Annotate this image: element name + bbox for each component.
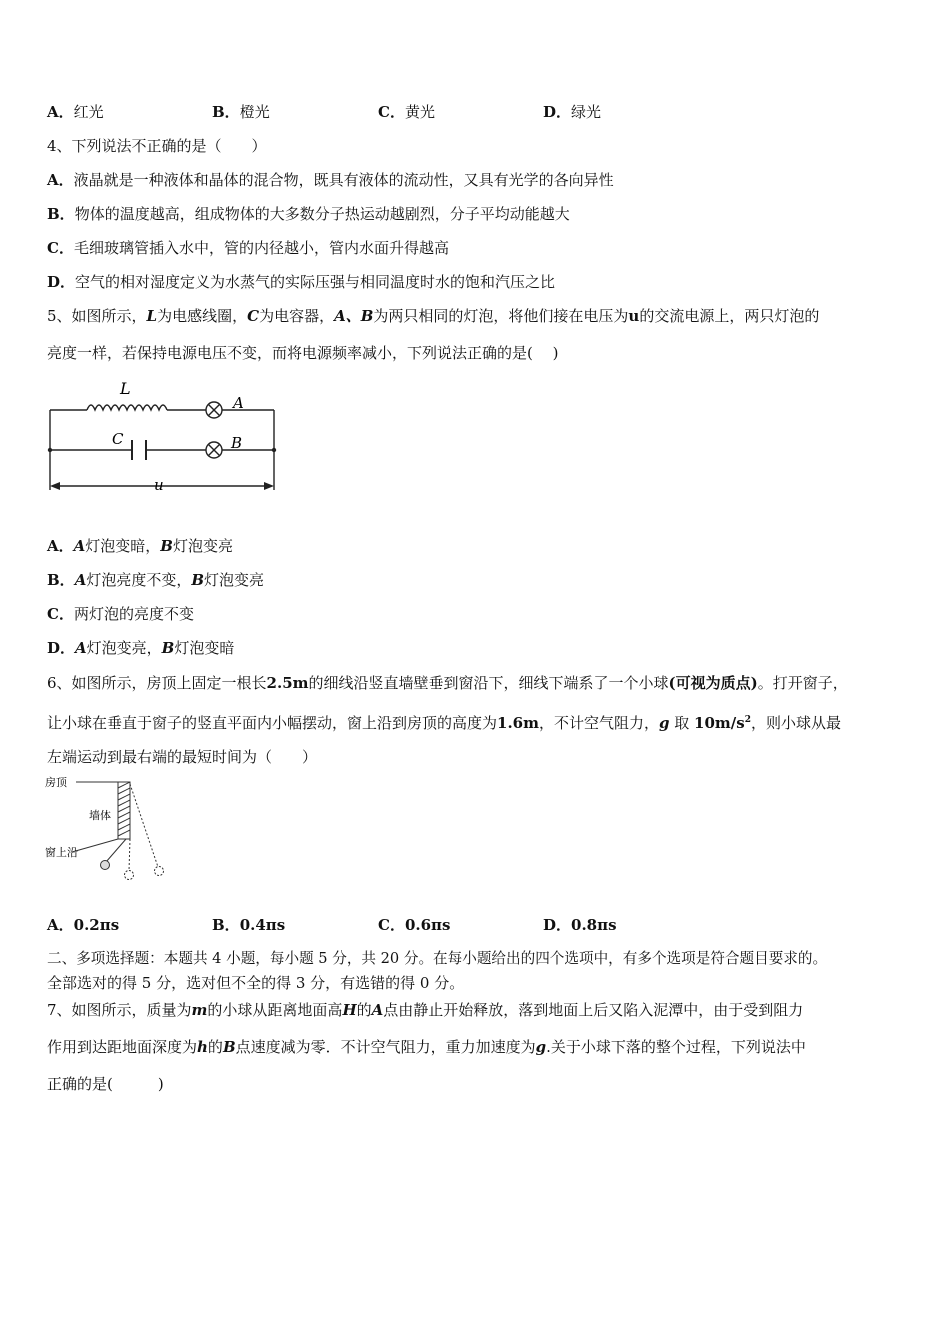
label-u: u xyxy=(154,476,164,494)
q6-stem-line3: 左端运动到最右端的最短时间为（ ） xyxy=(47,748,318,766)
label-L: L xyxy=(120,379,131,398)
q4-option-d: D．空气的相对湿度定义为水蒸气的实际压强与相同温度时水的饱和汽压之比 xyxy=(47,273,556,291)
q7-stem-line3: 正确的是( ) xyxy=(47,1075,164,1093)
q6-option-d: D．0.8πs xyxy=(543,916,617,934)
q3-option-a: A．红光 xyxy=(47,103,104,121)
q4-option-a: A．液晶就是一种液体和晶体的混合物，既具有液体的流动性，又具有光学的各向异性 xyxy=(47,171,614,189)
q5-stem-line1: 5、如图所示，L为电感线圈，C为电容器，A、B为两只相同的灯泡，将他们接在电压为u的交流电源上，两只灯泡的 xyxy=(47,307,820,325)
q5-circuit-figure xyxy=(42,378,282,494)
q6-option-b: B．0.4πs xyxy=(212,916,286,934)
section2-heading-line2: 全部选对的得 5 分，选对但不全的得 3 分，有选错的得 0 分。 xyxy=(47,974,465,992)
q7-stem-line1: 7、如图所示，质量为m的小球从距离地面高H的A点由静止开始释放，落到地面上后又陷入泥潭中，由于受到阻力 xyxy=(47,1001,804,1019)
q4-stem: 4、下列说法不正确的是（ ） xyxy=(47,137,267,155)
q5-option-b: B．A灯泡亮度不变，B灯泡变亮 xyxy=(47,571,265,589)
q3-option-d: D．绿光 xyxy=(543,103,602,121)
section2-heading-line1: 二、多项选择题：本题共 4 小题，每小题 5 分，共 20 分。在每小题给出的四个选项中，有多个选项是符合题目要求的。 xyxy=(47,950,828,967)
q7-stem-line2: 作用到达距地面深度为h的B点速度减为零．不计空气阻力，重力加速度为g.关于小球下落的整个过程，下列说法中 xyxy=(47,1038,806,1056)
label-wall: 墙体 xyxy=(89,809,111,822)
q4-option-b: B．物体的温度越高，组成物体的大多数分子热运动越剧烈，分子平均动能越大 xyxy=(47,205,570,223)
q6-pendulum-figure xyxy=(42,772,182,882)
q5-option-d: D．A灯泡变亮，B灯泡变暗 xyxy=(47,639,235,657)
q6-option-a: A．0.2πs xyxy=(47,916,120,934)
q6-option-c: C．0.6πs xyxy=(378,916,451,934)
label-A: A xyxy=(233,394,244,412)
q6-stem-line2: 让小球在垂直于窗子的竖直平面内小幅摆动，窗上沿到房顶的高度为1.6m，不计空气阻力，g 取 $10m/s^2$，则小球从最 xyxy=(47,714,841,732)
q3-option-c: C．黄光 xyxy=(378,103,435,121)
q4-option-c: C．毛细玻璃管插入水中，管的内径越小，管内水面升得越高 xyxy=(47,239,449,257)
q6-stem-line1: 6、如图所示，房顶上固定一根长2.5m的细线沿竖直墙壁垂到窗沿下，细线下端系了一个小球(可视为质点)。打开窗子， xyxy=(47,674,848,692)
q5-option-a: A．A灯泡变暗，B灯泡变亮 xyxy=(47,537,233,555)
label-C: C xyxy=(112,430,124,448)
q5-option-c: C．两灯泡的亮度不变 xyxy=(47,605,194,623)
label-B: B xyxy=(231,434,243,452)
q3-option-b: B．橙光 xyxy=(212,103,270,121)
label-roof: 房顶 xyxy=(45,776,67,789)
q5-stem-line2: 亮度一样，若保持电源电压不变，而将电源频率减小，下列说法正确的是( ) xyxy=(47,344,559,362)
label-window-sill: 窗上沿 xyxy=(45,846,78,859)
